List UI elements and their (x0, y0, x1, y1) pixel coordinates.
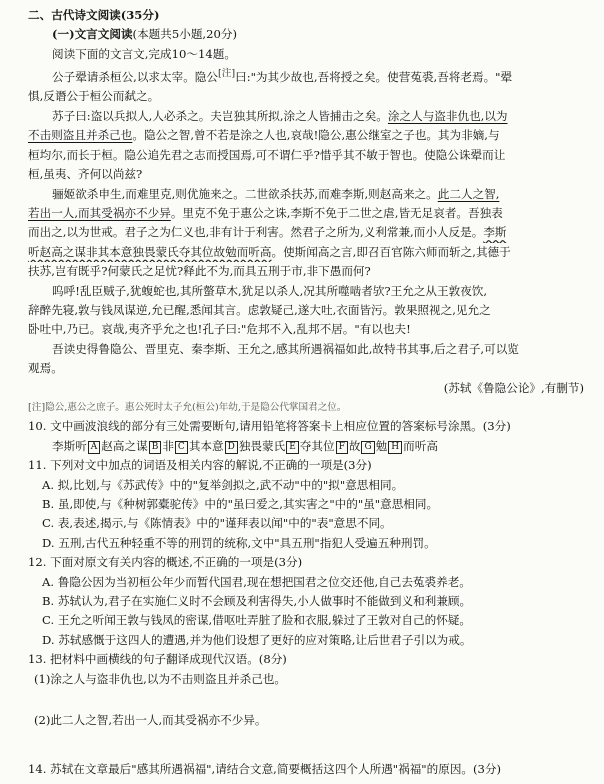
passage-line: 扶苏,岂有既乎?何蒙氏之足忧?释此不为,而具五刑于市,非下愚而何? (28, 264, 371, 279)
footnote-mark: [注] (218, 68, 236, 80)
translate-sentence-2-cont: 若出一人,而其受祸亦不少异 (28, 205, 171, 220)
translate-sentence-1-cont: 不击则盗且并杀己也 (28, 128, 133, 143)
option-box-f[interactable]: F (336, 441, 348, 454)
passage-line: 听赵高之谋非其本意独畏蒙氏夺其位故勉而听高。使斯闻高之言,即召百官陈六师而斩之,其德于 (28, 244, 511, 259)
subsection-note: (本题共5小题,20分) (132, 27, 237, 42)
translate-sentence-1: 涂之人与盗非仇也,以为 (387, 108, 508, 123)
question-11-option-c[interactable]: C. 表,表述,揭示,与《陈情表》中的"谨拜表以闻"中的"表"意思不同。 (42, 516, 392, 531)
option-box-b[interactable]: B (149, 441, 162, 454)
question-12-stem: 12. 下面对原文有关内容的概述,不正确的一项是(3分) (28, 555, 303, 570)
wavy-line-segment: 李斯 (483, 225, 507, 240)
passage-line: 若出一人,而其受祸亦不少异。里克不免于惠公之诛,李斯不免于二世之虐,皆无足哀者。吾独表 (28, 205, 503, 220)
passage-line: 骊姬欲杀申生,而难里克,则优施来之。二世欲杀扶苏,而难李斯,则赵高来之。此二人之智, (52, 186, 500, 201)
exam-page (28, 6, 588, 780)
answer-space[interactable] (28, 689, 588, 711)
passage-line: 不击则盗且并杀己也。隐公之智,曾不若是涂之人也,哀哉!隐公,惠公继室之子也。其为非嫡,与 (28, 128, 500, 143)
question-14-stem: 14. 苏轼在文章最后"感其所遇祸福",请结合文意,简要概括这四个人所遇"祸福"的原因。(3分) (28, 762, 502, 777)
option-box-c[interactable]: C (175, 441, 188, 454)
passage-line: 苏子曰:盗以兵拟人,人必杀之。夫岂独其所拟,涂之人皆捕击之矣。涂之人与盗非仇也,以为 (52, 108, 508, 123)
option-box-g[interactable]: G (361, 441, 374, 454)
question-12-option-d[interactable]: D. 苏轼感慨于这四人的遭遇,并为他们设想了更好的应对策略,让后世君子引以为戒。 (42, 632, 472, 647)
reading-instruction: 阅读下面的文言文,完成10～14题。 (52, 46, 236, 61)
passage-line: 而出之,以为世戒。君子之为仁义也,非有计于利害。然君子之所为,义利常兼,而小人反是。李斯 (28, 225, 507, 240)
option-box-e[interactable]: E (286, 441, 299, 454)
question-11-option-b[interactable]: B. 虽,即使,与《种树郭橐驼传》中的"虽曰爱之,其实害之"中的"虽"意思相同。 (42, 497, 439, 512)
option-box-d[interactable]: D (225, 441, 238, 454)
subsection-heading (28, 25, 588, 44)
passage-line: 桓,虽夷、齐何以尚兹? (28, 167, 143, 182)
option-box-h[interactable]: H (388, 441, 402, 454)
question-12-option-c[interactable]: C. 王允之听闻王敦与钱凤的密谋,借呕吐弄脏了脸和衣服,躲过了王敦对自己的怀疑。 (42, 613, 471, 628)
subsection-title: (一)文言文阅读 (52, 27, 133, 42)
passage (28, 64, 588, 378)
question-13-stem: 13. 把材料中画横线的句子翻译成现代汉语。(8分) (28, 652, 287, 667)
option-box-a[interactable]: A (88, 441, 101, 454)
footnote: [注]隐公,惠公之庶子。惠公死时太子允(桓公)年幼,于是隐公代掌国君之位。 (28, 401, 347, 413)
question-11-option-d[interactable]: D. 五刑,古代五种轻重不等的刑罚的统称,文中"具五刑"指犯人受遍五种刑罚。 (42, 535, 436, 550)
passage-line: 桓均尔,而长于桓。隐公追先君之志而授国焉,可不谓仁乎?惜乎其不敏于智也。使隐公诛翚而让 (28, 147, 506, 162)
question-10-stem: 10. 文中画波浪线的部分有三处需要断句,请用铅笔将答案卡上相应位置的答案标号涂黑。(3分) (28, 419, 511, 434)
passage-line: 呜呼!乱臣贼子,犹蝮蛇也,其所螫草木,犹足以杀人,况其所噬啮者欤?王允之从王敦夜饮, (52, 283, 488, 298)
section-title: 二、古代诗文阅读(35分) (28, 8, 160, 22)
question-11-option-a[interactable]: A. 拟,比划,与《苏武传》中的"复举剑拟之,武不动"中的"拟"意思相同。 (42, 477, 404, 492)
passage-line: 辞醉先寝,敦与钱凤谋逆,允已醒,悉闻其言。虑敦疑己,遂大吐,衣面皆污。敦果照视之,见允之 (28, 302, 491, 317)
question-12-option-b[interactable]: B. 苏轼认为,君子在实施仁义时不会顾及利害得失,小人做事时不能做到义和利兼顾。 (42, 594, 472, 609)
wavy-line-segment: 听赵高之谋非其本意独畏蒙氏夺其位故勉而听高 (28, 244, 272, 259)
question-11-stem: 11. 下列对文中加点的词语及相关内容的解说,不正确的一项是(3分) (28, 458, 372, 473)
passage-line: 惧,反谮公于桓公而弑之。 (28, 89, 160, 104)
question-13-sentence-2: (2)此二人之智,若出一人,而其受祸亦不少异。 (34, 713, 267, 728)
question-12-option-a[interactable]: A. 鲁隐公因为当初桓公年少而暂代国君,现在想把国君之位交还他,自己去菟裘养老。 (42, 574, 471, 589)
passage-source: (苏轼《鲁隐公论》,有删节) (443, 380, 584, 395)
question-10-segmentation: 李斯听 A 赵高之谋 B 非 C 其本意 D 独畏蒙氏 E 夺其位 F 故 G 勉 H 而听高 (52, 438, 438, 453)
passage-line: 公子翚请杀桓公,以求太宰。隐公[注]曰:"为其少故也,吾将授之矣。使营菟裘,吾将老焉。"翚 (52, 68, 513, 85)
passage-line: 卧吐中,乃已。哀哉,夷齐乎允之也!孔子曰:"危邦不入,乱邦不居。"有以也夫! (28, 322, 411, 337)
passage-line: 吾读史得鲁隐公、晋里克、秦李斯、王允之,感其所遇祸福如此,故特书其事,后之君子,可以览 (52, 341, 519, 356)
passage-line: 观焉。 (28, 361, 63, 376)
translate-sentence-2: 此二人之智, (437, 186, 500, 201)
answer-space[interactable] (28, 730, 588, 760)
question-13-sentence-1: (1)涂之人与盗非仇也,以为不击则盗且并杀己也。 (34, 671, 286, 686)
